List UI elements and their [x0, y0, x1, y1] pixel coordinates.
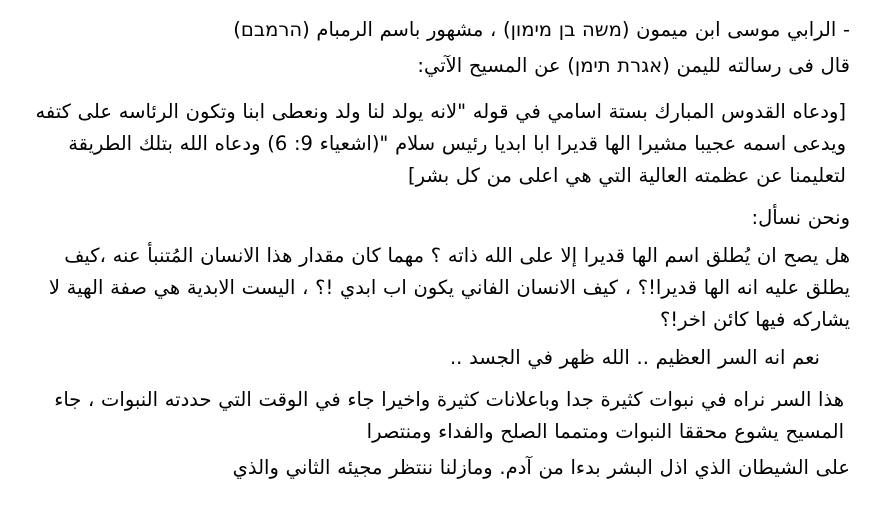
paragraph-closing: هذا السر نراه في نبوات كثيرة جدا وباعلانات كثيرة واخيرا جاء في الوقت التي حددته النبوات ، جاء المسيح يشوع محققا النبوات ومتمما الصلح والفداء ومنتصرا — [47, 388, 844, 443]
paragraph-quotation: [ودعاه القدوس المبارك بستة اسامي في قوله "لانه يولد لنا ولد ونعطى ابنا وتكون الرئاسه على كتفه ويدعى اسمه عجيبا مشيرا الها قديرا ابا ابديا رئيس سلام "(اشعياء 9: 6) ودعاه الله بتلك الطريقة لتعليمنا عن عظمته العالية التي هي اعلى من كل بشر] — [28, 100, 846, 187]
paragraph-question-lead: ونحن نسأل: — [751, 206, 850, 229]
paragraph-answer: نعم انه السر العظيم .. الله ظهر في الجسد .. — [449, 346, 820, 369]
paragraph-closing-continued: على الشيطان الذي اذل البشر بدءا من آدم. ومازلنا ننتظر مجيئه الثاني والذي — [232, 456, 850, 479]
paragraph-questions: هل يصح ان يُطلق اسم الها قديرا إلا على الله ذاته ؟ مهما كان مقدار هذا الانسان المُتنبأ عنه ،كيف يطلق عليه انه الها قديرا!؟ ، كيف الانسان الفاني يكون اب ابدي !؟ ، اليست الابدية هي صفة الهية لا يشاركه فيها كائن اخر!؟ — [42, 244, 850, 331]
paragraph-intro-line-2: قال فى رسالته لليمن (אגרת תימן) عن المسيح الآتي: — [417, 54, 850, 77]
paragraph-intro-line-1: - الرابي موسى ابن ميمون (משה בן מימון) ، مشهور باسم الرمبام (הרמבם) — [233, 18, 850, 41]
